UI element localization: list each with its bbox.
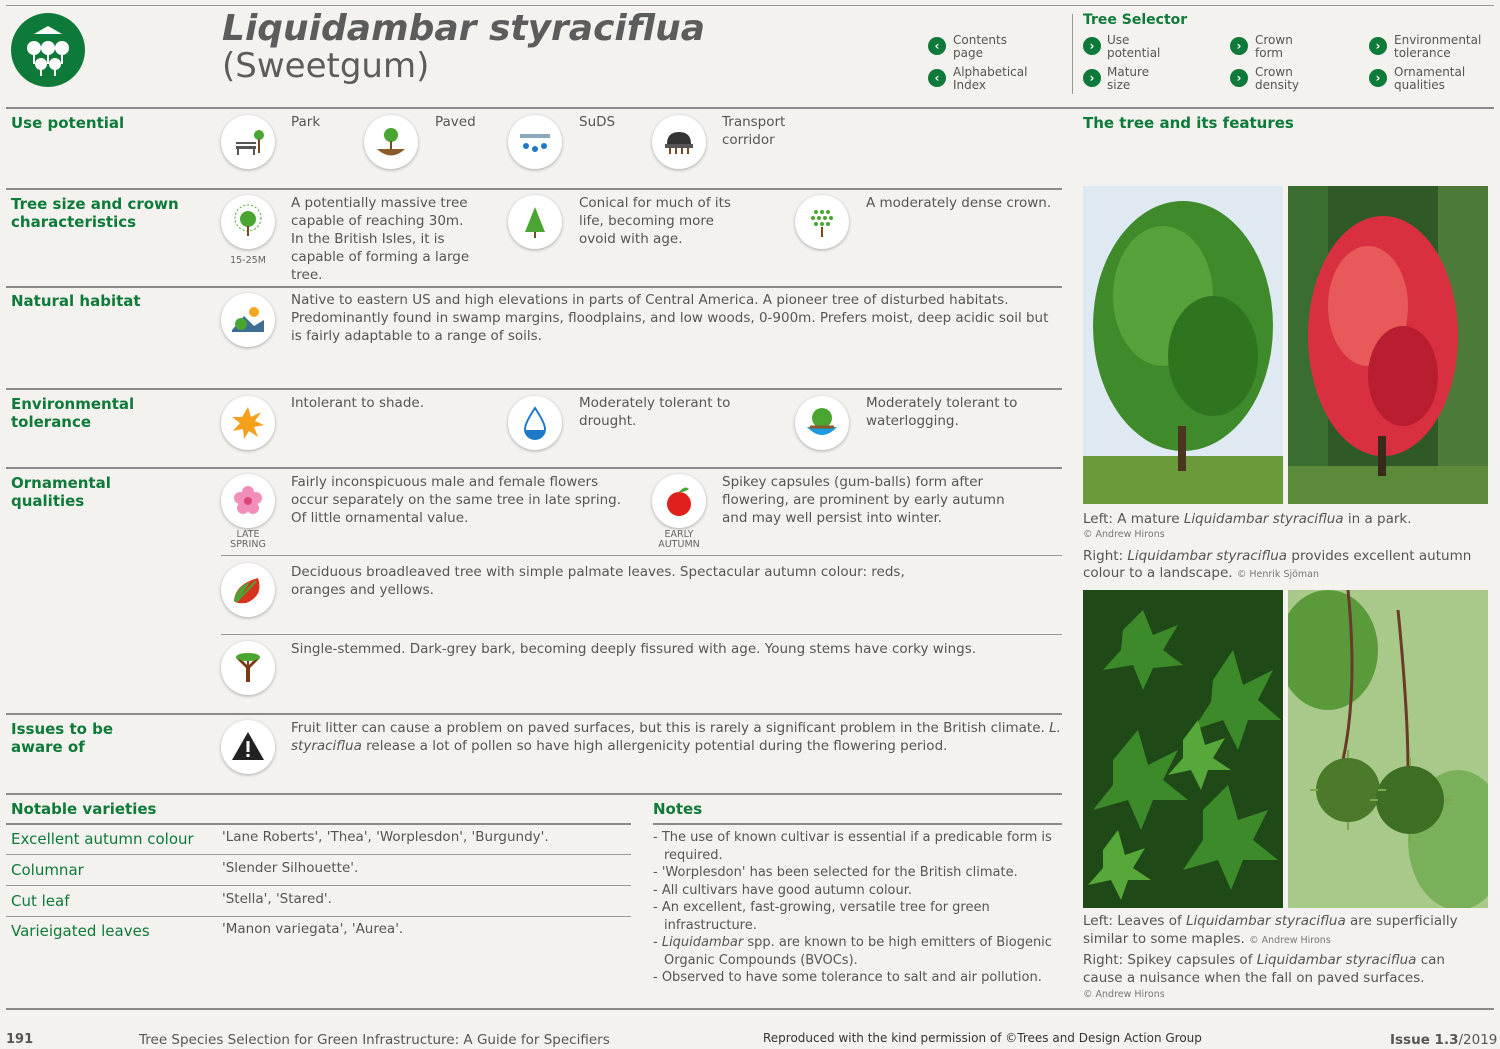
suds-icon: [508, 115, 562, 169]
notes-rule: [653, 823, 1062, 825]
issues-text-part: Fruit litter can cause a problem on paved surfaces, but this is rarely a significant problem in the British climate.: [291, 720, 1050, 736]
photo-credit: © Henrik Sjöman: [1236, 568, 1320, 580]
crown-density-link[interactable]: Crown density: [1255, 65, 1299, 92]
capsules-photo: [1288, 590, 1488, 908]
variety-rule: [6, 916, 631, 917]
flower-text: Fairly inconspicuous male and female flowers occur separately on the same tree in late spring. Of little ornamental value.: [291, 474, 622, 526]
section-rule: [6, 713, 1062, 715]
crown-density-nav-icon[interactable]: ›: [1230, 69, 1248, 87]
tree-size-title: Tree size and crown characteristics: [11, 195, 179, 231]
ornamental-title: Ornamental qualities: [11, 474, 111, 510]
section-rule: [6, 467, 1062, 469]
page-title: Liquidambar styraciflua: [222, 8, 706, 49]
use-potential-title: Use potential: [11, 114, 125, 132]
issues-species: L. styraciflua: [291, 720, 1061, 754]
mature-size-link[interactable]: Mature size: [1107, 65, 1150, 92]
caption-species: Liquidambar styraciflua: [1183, 511, 1344, 527]
use-potential-link[interactable]: Use potential: [1107, 33, 1161, 60]
mature-size-nav-icon[interactable]: ›: [1083, 69, 1101, 87]
variety-rule: [6, 854, 631, 855]
drought-icon: [508, 396, 562, 450]
caption-text: Right: Spikey capsules of: [1083, 952, 1257, 968]
page-number: 191: [6, 1032, 34, 1047]
variety-value: 'Lane Roberts', 'Thea', 'Worplesdon', 'Burgundy'.: [222, 829, 549, 845]
note-text: All cultivars have good autumn colour.: [661, 882, 913, 898]
size-text: A potentially massive tree capable of reaching 30m. In the British Isles, it is capable of forming a large tree.: [291, 195, 470, 283]
varieties-rule: [6, 823, 631, 825]
mature-size-icon: [221, 195, 275, 249]
features-title: The tree and its features: [1083, 114, 1294, 132]
crown-density-text: A moderately dense crown.: [866, 195, 1052, 211]
permission-note: Reproduced with the kind permission of ©Trees and Design Action Group: [763, 1031, 1202, 1045]
variety-label: Excellent autumn colour: [11, 830, 194, 848]
leaf-icon: [221, 563, 275, 617]
paved-label: Paved: [435, 114, 476, 130]
use-potential-nav-icon[interactable]: ›: [1083, 37, 1101, 55]
env-tolerance-nav-icon[interactable]: ›: [1369, 37, 1387, 55]
suds-label: SuDS: [579, 114, 616, 130]
issues-text: [291, 719, 1061, 755]
autumn-tree-photo: [1288, 186, 1488, 504]
bottom-rule: [6, 1008, 1494, 1010]
issues-title: Issues to be aware of: [11, 720, 114, 756]
alpha-nav-icon[interactable]: ‹: [928, 69, 946, 87]
photo-credit: © Andrew Hirons: [1249, 935, 1331, 946]
caption-text: provides excellent autumn colour to a landscape.: [1083, 548, 1472, 581]
photo-credit: © Andrew Hirons: [1083, 989, 1165, 1000]
flower-icon: [221, 474, 275, 528]
leaves-photo: [1083, 590, 1283, 908]
section-rule: [6, 286, 1062, 288]
bark-icon: [221, 641, 275, 695]
varieties-title: Notable varieties: [11, 800, 157, 818]
notes-list: [653, 829, 1058, 987]
sub-rule: [221, 555, 1062, 556]
note-item: - Liquidambar spp. are known to be high emitters of Biogenic Organic Compounds (BVOCs).: [653, 935, 1052, 968]
note-item: - 'Worplesdon' has been selected for the British climate.: [653, 865, 1018, 880]
waterlogging-icon: [795, 396, 849, 450]
photo-caption-1: [1083, 510, 1488, 528]
photo-caption-2: [1083, 548, 1488, 583]
caption-species: Liquidambar styraciflua: [1186, 913, 1346, 929]
drought-text: Moderately tolerant to drought.: [579, 395, 731, 429]
note-genus: Liquidambar: [661, 935, 744, 950]
crown-form-link[interactable]: Crown form: [1255, 33, 1293, 60]
note-text: 'Worplesdon' has been selected for the British climate.: [661, 865, 1018, 880]
issue-number: Issue 1.3: [1390, 1032, 1459, 1048]
section-rule: [6, 388, 1062, 390]
ornamental-nav-icon[interactable]: ›: [1369, 69, 1387, 87]
top-rule: [6, 5, 1494, 6]
warning-icon: [221, 720, 275, 774]
variety-label: Varieigated leaves: [11, 922, 150, 940]
ornamental-link[interactable]: Ornamental qualities: [1394, 65, 1466, 92]
sub-rule: [221, 634, 1062, 635]
variety-value: 'Stella', 'Stared'.: [222, 891, 332, 907]
section-rule: [6, 188, 1062, 190]
waterlogging-text: Moderately tolerant to waterlogging.: [866, 395, 1018, 429]
note-item: - Observed to have some tolerance to salt and air pollution.: [653, 970, 1042, 985]
note-text: Observed to have some tolerance to salt and air pollution.: [661, 970, 1042, 985]
note-item: - An excellent, fast-growing, versatile tree for green infrastructure.: [653, 900, 990, 933]
caption-text: Right:: [1083, 548, 1128, 564]
note-text: The use of known cultivar is essential if a predicable form is required.: [661, 830, 1052, 863]
caption-text: are superficially similar to some maples.: [1083, 913, 1458, 947]
note-text: spp. are known to be high emitters of Biogenic Organic Compounds (BVOCs).: [664, 935, 1052, 968]
habitat-icon: [221, 293, 275, 347]
variety-value: 'Slender Silhouette'.: [222, 860, 359, 876]
nav-divider: [1072, 14, 1073, 94]
photo-caption-4: [1083, 951, 1488, 987]
variety-label: Cut leaf: [11, 892, 70, 910]
crown-form-nav-icon[interactable]: ›: [1230, 37, 1248, 55]
guide-title: Tree Species Selection for Green Infrastructure: A Guide for Specifiers: [139, 1032, 610, 1048]
caption-text: in a park.: [1343, 511, 1412, 527]
note-text: An excellent, fast-growing, versatile tree for green infrastructure.: [661, 900, 990, 933]
photo-credit: © Andrew Hirons: [1083, 529, 1165, 540]
conical-crown-icon: [508, 195, 562, 249]
variety-value: 'Manon variegata', 'Aurea'.: [222, 921, 404, 937]
issue-year: /2019: [1458, 1032, 1498, 1048]
park-label: Park: [291, 114, 321, 130]
shade-text: Intolerant to shade.: [291, 395, 424, 411]
header-rule: [6, 107, 1494, 109]
logo: [10, 12, 86, 88]
paved-icon: [364, 115, 418, 169]
note-item: - The use of known cultivar is essential if a predicable form is required.: [653, 830, 1052, 863]
caption-species: Liquidambar styraciflua: [1127, 548, 1288, 564]
caption-text: Left: Leaves of: [1083, 913, 1187, 929]
crown-form-text: Conical for much of its life, becoming more ovoid with age.: [579, 195, 731, 247]
tree-selector-title: Tree Selector: [1083, 12, 1188, 28]
mature-tree-photo: [1083, 186, 1283, 504]
page-subtitle: (Sweetgum): [222, 46, 430, 86]
variety-label: Columnar: [11, 861, 84, 879]
notes-title: Notes: [653, 800, 703, 818]
contents-page-link[interactable]: Contents page: [953, 33, 1007, 60]
alphabetical-index-link[interactable]: Alphabetical Index: [953, 65, 1028, 92]
caption-text: can cause a nuisance when the fall on paved surfaces.: [1083, 952, 1445, 986]
transport-corridor-icon: [652, 115, 706, 169]
size-caption: 15-25M: [230, 255, 266, 266]
fruit-icon: [652, 474, 706, 528]
variety-rule: [6, 885, 631, 886]
env-tolerance-link[interactable]: Environmental tolerance: [1394, 33, 1482, 60]
natural-habitat-title: Natural habitat: [11, 292, 141, 310]
habitat-text: Native to eastern US and high elevations in parts of Central America. A pioneer tree of disturbed habitats. Predominantly found in swamp margins, floodplains, and low woods, 0-900m. Prefers moist, deep acidic soil but is fairly adaptable to a range of soils.: [291, 292, 1049, 344]
transport-label: Transport corridor: [722, 114, 786, 148]
leaf-text: Deciduous broadleaved tree with simple palmate leaves. Spectacular autumn colour: reds, oranges and yellows.: [291, 564, 905, 598]
fruit-text: Spikey capsules (gum-balls) form after flowering, are prominent by early autumn and may well persist into winter.: [722, 474, 1005, 526]
park-bench-icon: [221, 115, 275, 169]
bark-text: Single-stemmed. Dark-grey bark, becoming deeply fissured with age. Young stems have corky wings.: [291, 641, 977, 657]
caption-species: Liquidambar styraciflua: [1256, 952, 1417, 968]
flower-season-caption: LATE SPRING: [230, 529, 266, 550]
sun-icon: [221, 396, 275, 450]
section-rule: [6, 793, 1062, 795]
caption-text: Left: A mature: [1083, 511, 1184, 527]
photo-caption-3: [1083, 912, 1488, 950]
fruit-season-caption: EARLY AUTUMN: [658, 529, 700, 550]
environmental-title: Environmental tolerance: [11, 395, 135, 431]
issue-version: [1390, 1032, 1497, 1048]
crown-density-icon: [795, 195, 849, 249]
issues-text-part: release a lot of pollen so have high allergenicity potential during the flowering period.: [361, 738, 948, 754]
contents-nav-icon[interactable]: ‹: [928, 37, 946, 55]
note-item: - All cultivars have good autumn colour.: [653, 882, 913, 898]
